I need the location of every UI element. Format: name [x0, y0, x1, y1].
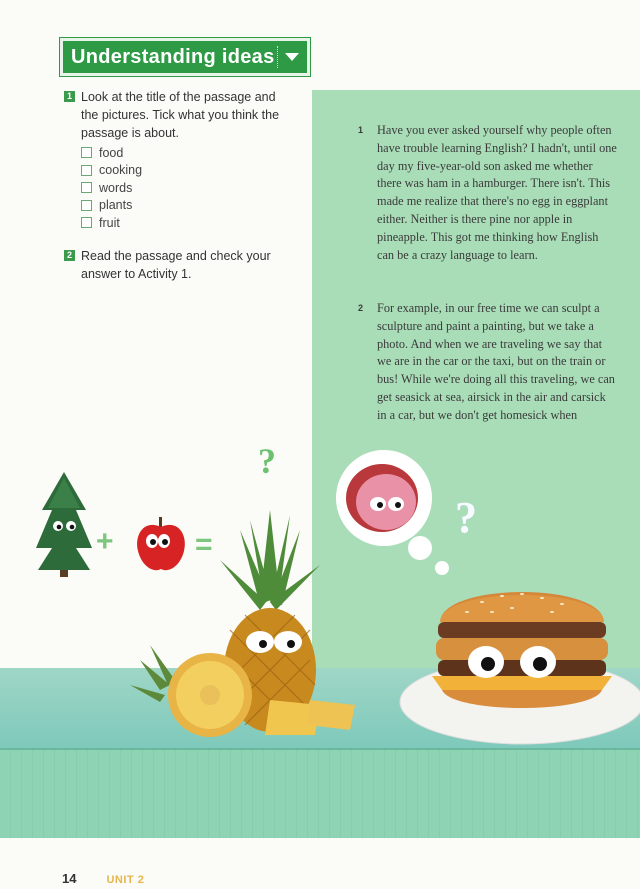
option-label: cooking — [99, 163, 143, 178]
activity-number-badge: 1 — [64, 91, 75, 102]
activity-2-instruction: Read the passage and check your answer to Activity 1. — [81, 249, 271, 281]
checkbox[interactable] — [81, 217, 92, 228]
activity-number-badge: 2 — [64, 250, 75, 261]
section-header — [60, 38, 310, 76]
activity-2 — [64, 247, 284, 283]
option-label: fruit — [99, 215, 120, 230]
option-words[interactable] — [81, 179, 284, 197]
page-footer — [62, 871, 144, 886]
activity-1 — [64, 88, 284, 232]
option-list — [81, 144, 284, 232]
checkbox[interactable] — [81, 182, 92, 193]
page-number: 14 — [62, 871, 77, 886]
passage-paragraph — [358, 300, 618, 425]
option-label: food — [99, 145, 124, 160]
equals-symbol: = — [195, 528, 213, 561]
plus-symbol: + — [96, 525, 114, 558]
question-mark: ? — [258, 441, 276, 481]
header-divider — [277, 46, 279, 68]
pine-tree-image — [34, 470, 94, 580]
paragraph-number: 1 — [358, 125, 364, 135]
checkbox[interactable] — [81, 200, 92, 211]
option-cooking[interactable] — [81, 162, 284, 180]
paragraph-number: 2 — [358, 303, 364, 313]
option-label: words — [99, 180, 133, 195]
table-front — [0, 748, 640, 838]
thought-bubble-ham — [334, 450, 464, 580]
checkbox[interactable] — [81, 147, 92, 158]
hamburger-image — [392, 572, 640, 752]
option-food[interactable] — [81, 144, 284, 162]
passage-paragraph — [358, 122, 618, 264]
question-mark: ? — [455, 493, 477, 542]
activity-1-instruction: Look at the title of the passage and the pictures. Tick what you think the passage is about. — [81, 90, 280, 140]
unit-label: UNIT 2 — [106, 874, 145, 886]
pineapple-image — [120, 510, 340, 750]
section-title: Understanding ideas — [71, 45, 275, 68]
paragraph-text: Have you ever asked yourself why people often have trouble learning English? I hadn't, until one day my five-year-old son asked me whether there was ham in a hamburger. There isn't. This made me realize that there's no egg in eggplant either. Neither is there pine nor apple in pineapple. This got me thinking how English can be a crazy language to learn. — [377, 123, 617, 262]
checkbox[interactable] — [81, 165, 92, 176]
option-fruit[interactable] — [81, 214, 284, 232]
triangle-down-icon — [285, 53, 299, 61]
option-plants[interactable] — [81, 197, 284, 215]
paragraph-text: For example, in our free time we can sculpt a sculpture and paint a painting, but we take a photo. And when we are traveling we say that we are in the car or the taxi, but on the train or bus! While we're doing all this traveling, we can get seasick at sea, airsick in the air and carsick in a car, but we don't get homesick when — [377, 301, 615, 422]
option-label: plants — [99, 198, 133, 213]
